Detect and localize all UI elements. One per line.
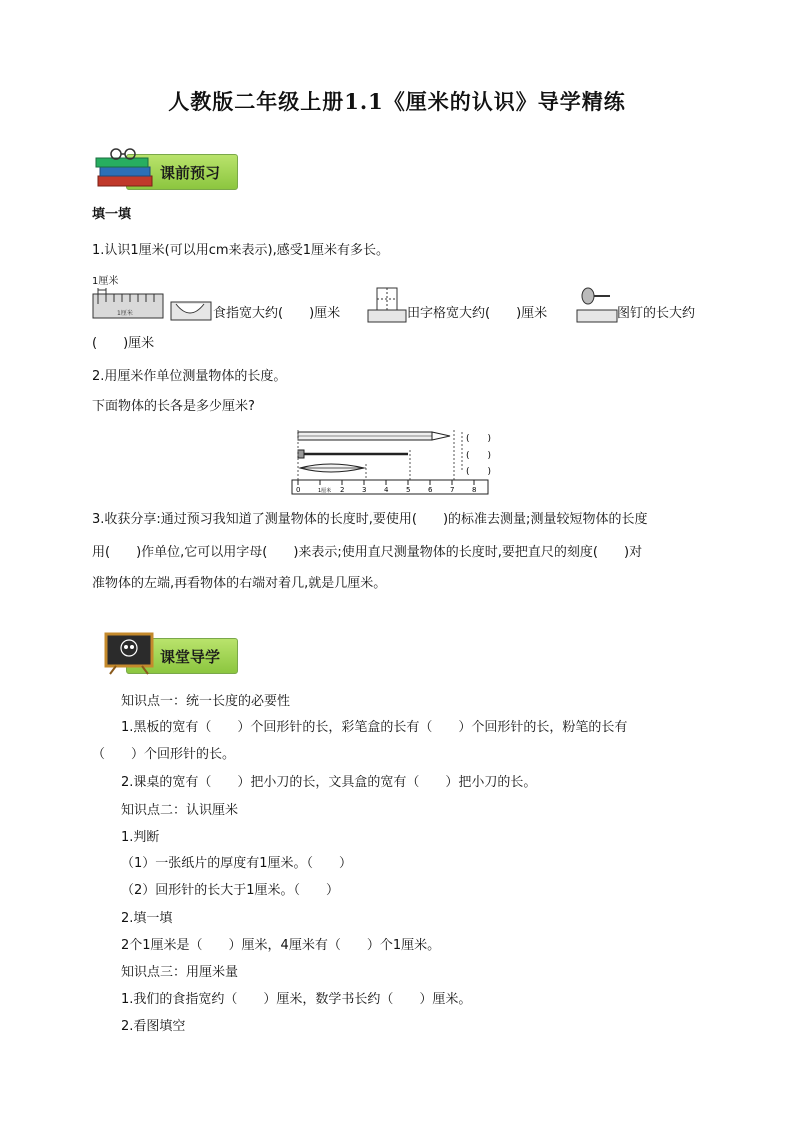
classroom-line: （1）一张纸片的厚度有1厘米。（ ）: [121, 856, 353, 871]
ruler-tick-label: 4: [384, 486, 389, 494]
section-badge-classroom: [92, 630, 238, 676]
ruler-picture: [92, 282, 164, 322]
ruler-tick-label: 0: [296, 486, 301, 494]
blank-pencil: ( ): [466, 434, 492, 444]
classroom-line: 1.判断: [121, 830, 160, 845]
blank-feather: ( ): [466, 467, 492, 477]
ruler-tick-label: 7: [450, 486, 455, 494]
finger-picture: [170, 300, 212, 324]
classroom-line: 知识点一：统一长度的必要性: [121, 694, 291, 709]
question-1: 1.认识1厘米(可以用cm来表示),感受1厘米有多长。: [92, 243, 390, 258]
ruler-inner-label: 1厘米: [117, 310, 133, 317]
ruler-tick-label: 1厘米: [318, 488, 332, 494]
page-title: 人教版二年级上册1.1《厘米的认识》导学精练: [168, 89, 626, 114]
ruler-1cm-label: 1厘米: [92, 276, 119, 287]
classroom-line: （2）回形针的长大于1厘米。（ ）: [121, 883, 340, 898]
ruler-tick-label: 6: [428, 486, 433, 494]
classroom-line: （ ）个回形针的长。: [92, 747, 236, 762]
section-badge-preview: [92, 146, 238, 192]
ruler-tick-label: 8: [472, 486, 477, 494]
pin-length-blank: ( )厘米: [92, 336, 155, 351]
pin-length-question: 图钉的长大约: [617, 306, 696, 321]
classroom-line: 知识点三：用厘米量: [121, 965, 239, 980]
question-3-line-1: 3.收获分享:通过预习我知道了测量物体的长度时,要使用( )的标准去测量;测量较短物体的长度: [92, 512, 648, 527]
grid-width-question: 田字格宽大约( )厘米: [407, 306, 548, 321]
classroom-line: 知识点二：认识厘米: [121, 803, 239, 818]
blackboard-icon: [102, 630, 158, 676]
books-icon: [92, 146, 162, 192]
classroom-line: 1.黑板的宽有（ ）个回形针的长，彩笔盒的长有（ ）个回形针的长，粉笔的长有: [121, 720, 628, 735]
blank-nail: ( ): [466, 451, 492, 461]
classroom-line: 2.看图填空: [121, 1019, 186, 1034]
question-3-line-3: 准物体的左端,再看物体的右端对着几,就是几厘米。: [92, 576, 387, 591]
question-2-sub: 下面物体的长各是多少厘米?: [92, 399, 255, 414]
heading-fill-blank: 填一填: [92, 207, 132, 222]
pin-picture: [576, 286, 618, 324]
ruler-tick-label: 5: [406, 486, 411, 494]
classroom-line: 1.我们的食指宽约（ ）厘米，数学书长约（ ）厘米。: [121, 992, 472, 1007]
measuring-figure: [290, 428, 504, 498]
finger-width-question: 食指宽大约( )厘米: [213, 306, 341, 321]
badge-label: 课堂导学: [160, 648, 221, 666]
classroom-line: 2个1厘米是（ ）厘米，4厘米有（ ）个1厘米。: [121, 938, 441, 953]
ruler-tick-label: 3: [362, 486, 367, 494]
question-3-line-2: 用( )作单位,它可以用字母( )来表示;使用直尺测量物体的长度时,要把直尺的刻度( )对: [92, 545, 643, 560]
classroom-line: 2.填一填: [121, 911, 173, 926]
question-2: 2.用厘米作单位测量物体的长度。: [92, 369, 287, 384]
badge-label: 课前预习: [160, 164, 221, 182]
tian-grid-picture: [367, 286, 407, 324]
ruler-tick-label: 2: [340, 486, 345, 494]
classroom-line: 2.课桌的宽有（ ）把小刀的长，文具盒的宽有（ ）把小刀的长。: [121, 775, 537, 790]
